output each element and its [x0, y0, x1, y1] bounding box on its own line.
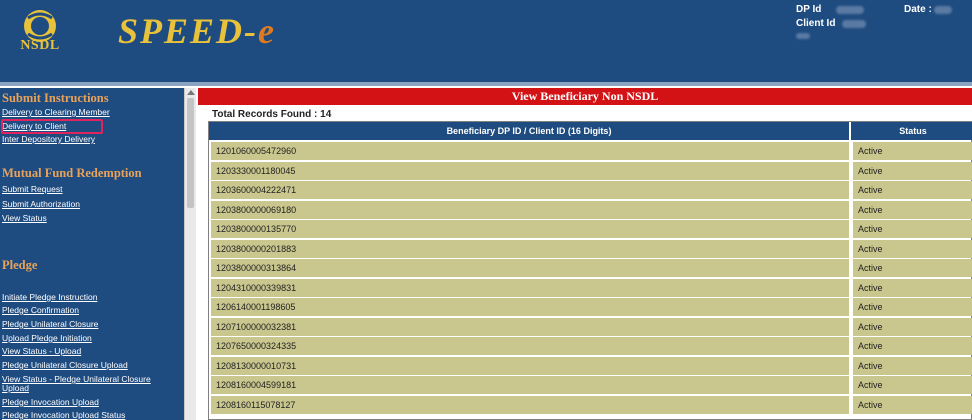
beneficiary-table — [208, 121, 972, 420]
link-view-status-pledge-unilateral-closure-upload[interactable]: View Status - Pledge Unilateral Closure Upload — [2, 374, 151, 393]
status-cell: Active — [853, 240, 972, 258]
app-header — [0, 0, 972, 82]
link-view-status[interactable]: View Status — [2, 213, 47, 223]
status-cell: Active — [853, 357, 972, 375]
link-pledge-invocation-upload-status[interactable]: Pledge Invocation Upload Status — [2, 410, 126, 420]
status-cell: Active — [853, 162, 972, 180]
link-delivery-to-client[interactable]: Delivery to Client — [2, 121, 67, 131]
status-cell: Active — [853, 298, 972, 316]
beneficiary-id-cell: 1203600004222471 — [211, 181, 849, 199]
link-inter-depository-delivery[interactable]: Inter Depository Delivery — [2, 134, 96, 144]
highlight-box — [1, 119, 103, 134]
user-value-redacted — [796, 33, 810, 39]
link-view-status-upload[interactable]: View Status - Upload — [2, 346, 82, 356]
status-cell: Active — [853, 337, 972, 355]
table-row — [209, 337, 972, 357]
status-cell: Active — [853, 259, 972, 277]
table-row — [209, 201, 972, 221]
table-row — [209, 162, 972, 182]
link-upload-pledge-initiation[interactable]: Upload Pledge Initiation — [2, 333, 92, 343]
section-title-submit-instructions: Submit Instructions — [2, 91, 109, 105]
table-header-row — [209, 122, 972, 140]
status-cell: Active — [853, 201, 972, 219]
beneficiary-id-cell: 1203800000313864 — [211, 259, 849, 277]
table-row — [209, 357, 972, 377]
beneficiary-id-cell: 1208160115078127 — [211, 396, 849, 414]
section-title-pledge: Pledge — [2, 258, 38, 272]
link-submit-request[interactable]: Submit Request — [2, 184, 63, 194]
dp-id-label: DP Id — [796, 4, 822, 15]
brand-e: e — [258, 11, 277, 51]
nsdl-logo-icon — [8, 6, 72, 66]
brand-main: SPEED- — [118, 11, 259, 51]
link-pledge-confirmation[interactable]: Pledge Confirmation — [2, 305, 80, 315]
link-pledge-invocation-upload[interactable]: Pledge Invocation Upload — [2, 397, 99, 407]
client-id-value-redacted — [842, 20, 866, 28]
link-initiate-pledge-instruction[interactable]: Initiate Pledge Instruction — [2, 292, 98, 302]
table-row — [209, 181, 972, 201]
date-value-redacted — [934, 6, 952, 14]
scroll-thumb[interactable] — [187, 98, 194, 208]
section-title-mutual-fund-redemption: Mutual Fund Redemption — [2, 166, 142, 180]
table-row — [209, 220, 972, 240]
beneficiary-id-cell: 1207100000032381 — [211, 318, 849, 336]
status-cell: Active — [853, 396, 972, 414]
sidebar-scrollbar[interactable] — [184, 88, 196, 420]
dp-id-value-redacted — [836, 6, 864, 14]
beneficiary-id-cell: 1208130000010731 — [211, 357, 849, 375]
table-row — [209, 298, 972, 318]
column-header-status: Status — [899, 126, 927, 136]
beneficiary-id-cell: 1203330001180045 — [211, 162, 849, 180]
table-row — [209, 279, 972, 299]
date-label: Date : — [904, 4, 932, 15]
link-pledge-unilateral-closure[interactable]: Pledge Unilateral Closure — [2, 319, 99, 329]
status-cell: Active — [853, 142, 972, 160]
status-cell: Active — [853, 181, 972, 199]
status-cell: Active — [853, 318, 972, 336]
table-row — [209, 396, 972, 416]
beneficiary-id-cell: 1208160004599181 — [211, 376, 849, 394]
scroll-up-arrow-icon[interactable] — [187, 90, 195, 95]
brand-title — [118, 10, 276, 52]
table-row — [209, 240, 972, 260]
beneficiary-id-cell: 1206140001198605 — [211, 298, 849, 316]
page-title: View Beneficiary Non NSDL — [198, 88, 972, 105]
table-row — [209, 259, 972, 279]
status-cell: Active — [853, 220, 972, 238]
table-row — [209, 318, 972, 338]
client-id-label: Client Id — [796, 18, 836, 29]
status-cell: Active — [853, 279, 972, 297]
link-pledge-unilateral-closure-upload[interactable]: Pledge Unilateral Closure Upload — [2, 360, 128, 370]
beneficiary-id-cell: 1203800000135770 — [211, 220, 849, 238]
logo-text: NSDL — [20, 38, 60, 53]
total-records: Total Records Found : 14 — [212, 109, 332, 120]
beneficiary-id-cell: 1207650000324335 — [211, 337, 849, 355]
table-row — [209, 142, 972, 162]
beneficiary-id-cell: 1201060005472960 — [211, 142, 849, 160]
beneficiary-id-cell: 1204310000339831 — [211, 279, 849, 297]
beneficiary-id-cell: 1203800000201883 — [211, 240, 849, 258]
table-row — [209, 376, 972, 396]
sidebar — [0, 88, 196, 420]
beneficiary-id-cell: 1203800000069180 — [211, 201, 849, 219]
column-header-beneficiary-id: Beneficiary DP ID / Client ID (16 Digits) — [209, 122, 851, 140]
link-submit-authorization[interactable]: Submit Authorization — [2, 199, 80, 209]
status-cell: Active — [853, 376, 972, 394]
link-delivery-to-clearing-member[interactable]: Delivery to Clearing Member — [2, 107, 110, 117]
main-content — [198, 88, 972, 420]
